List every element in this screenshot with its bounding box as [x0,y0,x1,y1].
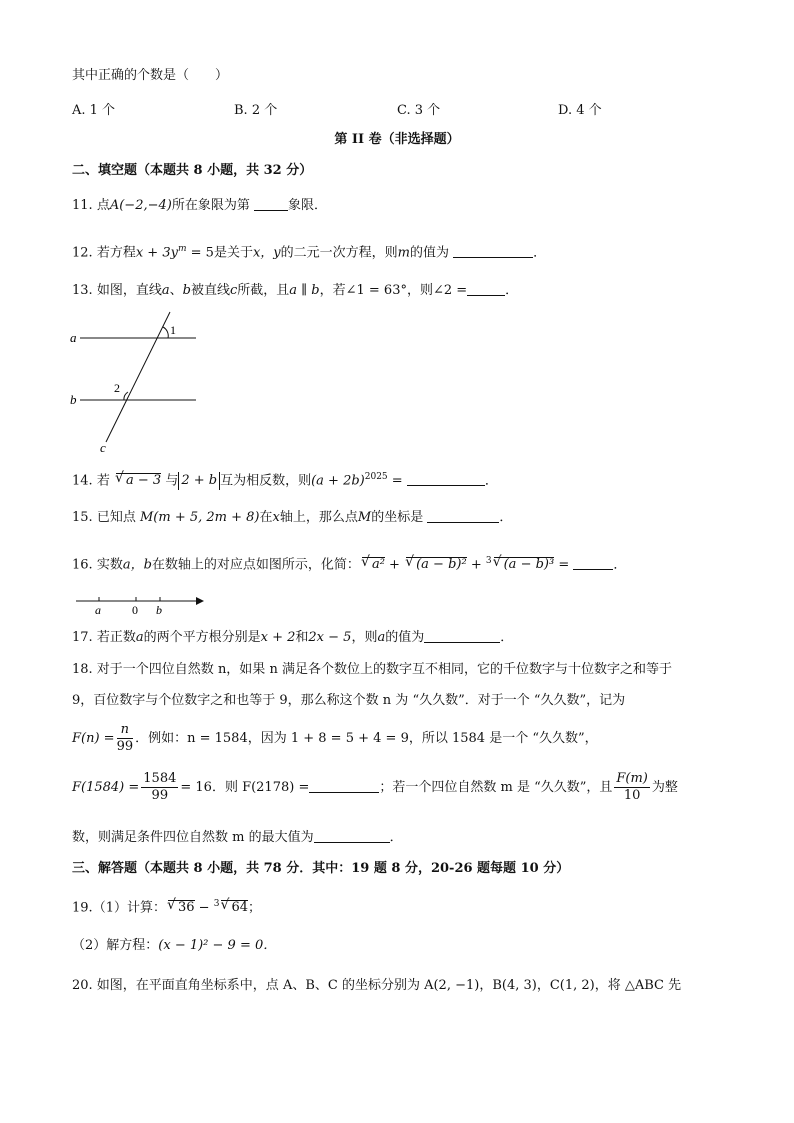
question-20: 20. 如图，在平面直角坐标系中，点 A、B、C 的坐标分别为 A(2, −1)，B(4, 3)，C(1, 2)，将 △ABC 先 [72,978,682,993]
question-12: 12. 若方程$x + 3y^m = 5$是关于x，y的二元一次方程，则m的值为 ． [72,244,547,261]
line-c [106,312,170,442]
label-1: 1 [170,323,176,337]
question-18-line-3: F(n) = $\frac{n}{99}$ ．例如：n = 1584，因为 1 + 8 = 5 + 4 = 9，所以 1584 是一个 “久久数”， [72,722,598,754]
question-11: 11. 点A(−2,−4)所在象限为第 象限． [72,198,328,213]
question-19-part-2: （2）解方程：(x − 1)² − 9 = 0． [72,938,277,953]
arrow-icon [196,597,204,605]
question-14: 14. 若 √ a − 3 与 2 + b 互为相反数，则$(a + 2b)^{2025}$ = ． [72,468,498,490]
option-c: C. 3 个 [397,103,441,118]
question-18-line-2: 9，百位数字与个位数字之和也等于 9，那么称这个数 n 为 “久久数”．对于一个 “久久数”，记为 [72,693,626,708]
section-2-title: 二、填空题（本题共 8 小题，共 32 分） [72,163,313,178]
question-16: 16. 实数a，b在数轴上的对应点如图所示，化简：√ a² + √ (a − b)² + $^3$√ (a − b)³ = ． [72,552,626,574]
label-b: b [156,603,162,617]
parallel-lines-figure [66,310,206,458]
part-title: 第 II 卷（非选择题） [334,132,460,147]
question-17: 17. 若正数a的两个平方根分别是x + 2和2x − 5，则a的值为 ． [72,630,514,645]
question-19-part-1: 19.（1）计算：√ 36 − $^3$√ 64； [72,895,261,917]
label-b: b [70,392,77,407]
angle-1-arc [163,327,168,338]
option-a: A. 1 个 [72,103,116,118]
section-3-title: 三、解答题（本题共 8 小题，共 78 分．其中：19 题 8 分，20-26 题每题 10 分） [72,861,570,876]
question-13: 13. 如图，直线a、b被直线c所截，且a ∥ b，若∠1 = 63°，则∠2 = ． [72,283,519,298]
label-a: a [95,603,101,617]
intro-text: 其中正确的个数是（ ） [72,68,229,83]
label-0: 0 [132,603,138,617]
question-18-line-1: 18. 对于一个四位自然数 n，如果 n 满足各个数位上的数字互不相同，它的千位数字与十位数字之和等于 [72,662,672,677]
number-line-figure [72,592,208,618]
option-b: B. 2 个 [234,103,278,118]
question-18-line-4: F(1584) = $\frac{1584}{99}$ = 16．则 F(2178) = ；若一个四位自然数 m 是 “久久数”，且 $\frac{F(m)}{10}$ 为整 [72,771,678,803]
question-18-line-5: 数，则满足条件四位自然数 m 的最大值为 ． [72,830,403,845]
question-15: 15. 已知点 M(m + 5, 2m + 8)在x轴上，那么点M的坐标是 ． [72,510,513,525]
label-a: a [70,330,77,345]
label-2: 2 [114,381,120,395]
label-c: c [100,440,106,455]
option-d: D. 4 个 [558,103,602,118]
